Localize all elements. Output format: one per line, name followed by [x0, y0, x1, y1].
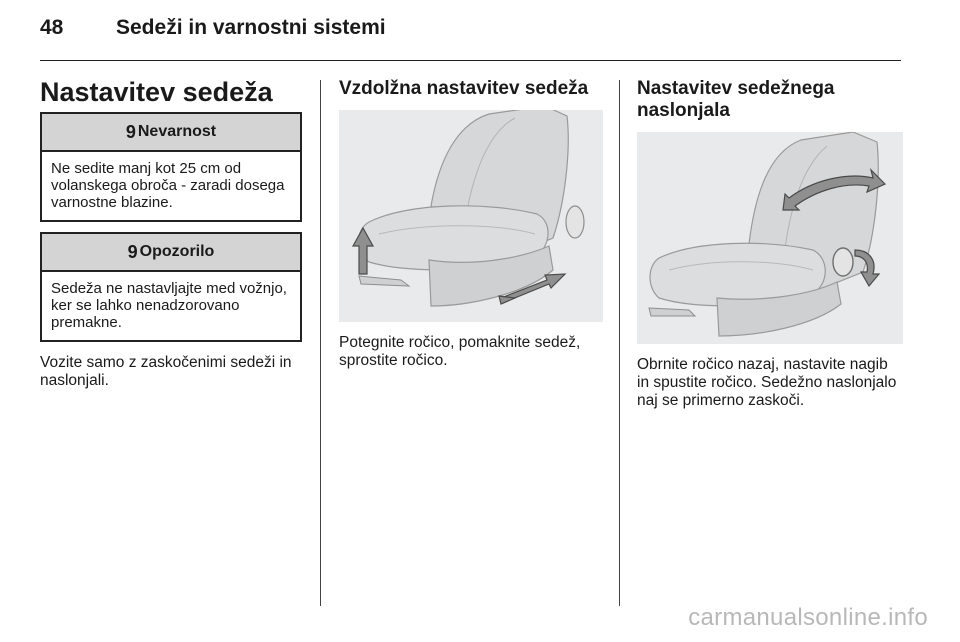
watermark: carmanualsonline.info — [688, 604, 928, 631]
warning-title: Opozorilo — [139, 243, 215, 260]
subsection-heading: Nastavitev sedežnega naslonjala — [637, 78, 835, 121]
page-number: 48 — [40, 16, 64, 39]
column-seat-adjustment — [40, 66, 302, 390]
body-text: Vozite samo z zaskočenimi sedeži in naslonjali. — [40, 354, 292, 389]
column-divider — [320, 80, 321, 606]
backrest-illustration — [637, 132, 903, 344]
seat-slide-illustration — [339, 110, 603, 322]
column-divider — [619, 80, 620, 606]
danger-title: Nevarnost — [137, 123, 217, 140]
body-text: Potegnite ročico, pomaknite sedež, sprostite ročico. — [339, 334, 581, 369]
header-rule — [40, 60, 901, 61]
warning-box — [40, 232, 302, 342]
danger-text: Ne sedite manj kot 25 cm od volanskega obroča - zaradi dosega varnostne blazine. — [51, 160, 285, 211]
warning-text: Sedeža ne nastavljajte med vožnjo, ker se lahko nenadzorovano premakne. — [51, 280, 287, 331]
column-longitudinal-adjustment — [339, 66, 603, 370]
warning-box-header — [42, 234, 300, 272]
column-backrest-adjustment — [637, 66, 903, 410]
danger-box-header — [42, 114, 300, 152]
body-text: Obrnite ročico nazaj, nastavite nagib in spustite ročico. Sedežno naslonjalo naj se primerno zaskoči. — [637, 356, 897, 409]
danger-box — [40, 112, 302, 222]
section-heading: Nastavitev sedeža — [40, 77, 273, 107]
running-section-title: Sedeži in varnostni sistemi — [116, 16, 386, 39]
warning-symbol: 9 — [127, 241, 138, 262]
danger-symbol: 9 — [125, 121, 136, 142]
subsection-heading: Vzdolžna nastavitev sedeža — [339, 78, 589, 99]
